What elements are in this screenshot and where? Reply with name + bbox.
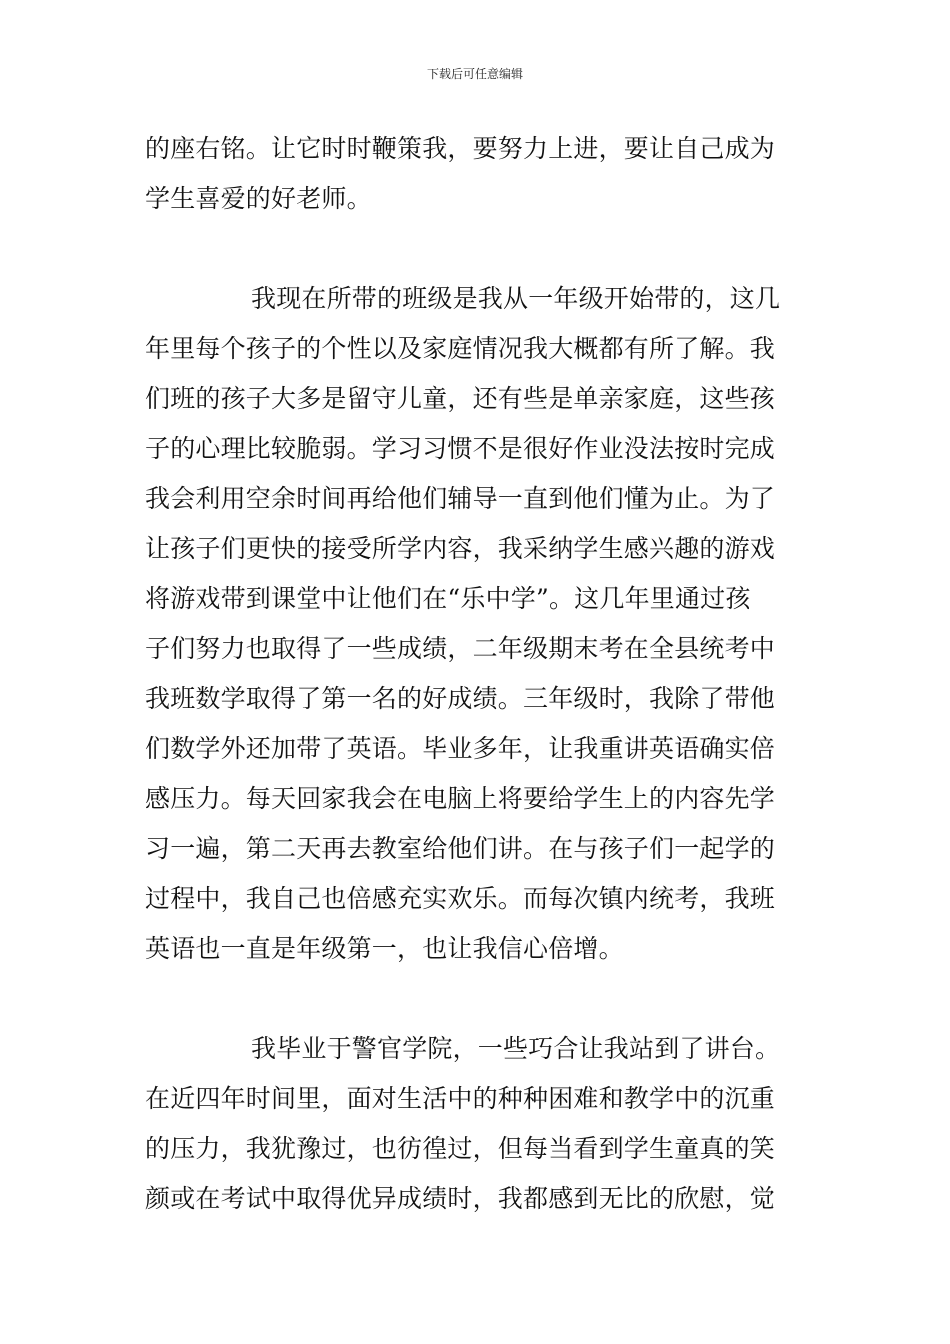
text-line: 学生喜爱的好老师。 bbox=[145, 184, 372, 213]
paragraph-first-line: 我现在所带的班级是我从一年级开始带的，这几 bbox=[251, 284, 781, 313]
text-line: 们班的孩子大多是留守儿童，还有些是单亲家庭，这些孩 bbox=[145, 384, 776, 413]
page-header: 下载后可任意编辑 bbox=[426, 67, 523, 81]
text-line: 我会利用空余时间再给他们辅导一直到他们懂为止。为了 bbox=[145, 484, 776, 513]
text-line: 子的心理比较脆弱。学习习惯不是很好作业没法按时完成 bbox=[145, 434, 776, 463]
paragraph-first-line: 我毕业于警官学院，一些巧合让我站到了讲台。 bbox=[251, 1034, 781, 1063]
text-line: 让孩子们更快的接受所学内容，我采纳学生感兴趣的游戏 bbox=[145, 534, 776, 563]
text-line: 颜或在考试中取得优异成绩时，我都感到无比的欣慰，觉 bbox=[145, 1184, 776, 1213]
text-line: 们数学外还加带了英语。毕业多年，让我重讲英语确实倍 bbox=[145, 734, 776, 763]
text-line: 过程中，我自己也倍感充实欢乐。而每次镇内统考，我班 bbox=[145, 884, 776, 913]
text-line: 的压力，我犹豫过，也彷徨过，但每当看到学生童真的笑 bbox=[145, 1134, 776, 1163]
text-line: 习一遍，第二天再去教室给他们讲。在与孩子们一起学的 bbox=[145, 834, 776, 863]
text-line: 我班数学取得了第一名的好成绩。三年级时，我除了带他 bbox=[145, 684, 776, 713]
text-line: 英语也一直是年级第一，也让我信心倍增。 bbox=[145, 934, 624, 963]
text-line: 子们努力也取得了一些成绩，二年级期末考在全县统考中 bbox=[145, 634, 776, 663]
text-line: 的座右铭。让它时时鞭策我，要努力上进，要让自己成为 bbox=[145, 134, 776, 163]
text-line: 在近四年时间里，面对生活中的种种困难和教学中的沉重 bbox=[145, 1084, 776, 1113]
text-line: 年里每个孩子的个性以及家庭情况我大概都有所了解。我 bbox=[145, 334, 776, 363]
text-line: 感压力。每天回家我会在电脑上将要给学生上的内容先学 bbox=[145, 784, 776, 813]
text-line: 将游戏带到课堂中让他们在“乐中学”。这几年里通过孩 bbox=[145, 584, 751, 613]
